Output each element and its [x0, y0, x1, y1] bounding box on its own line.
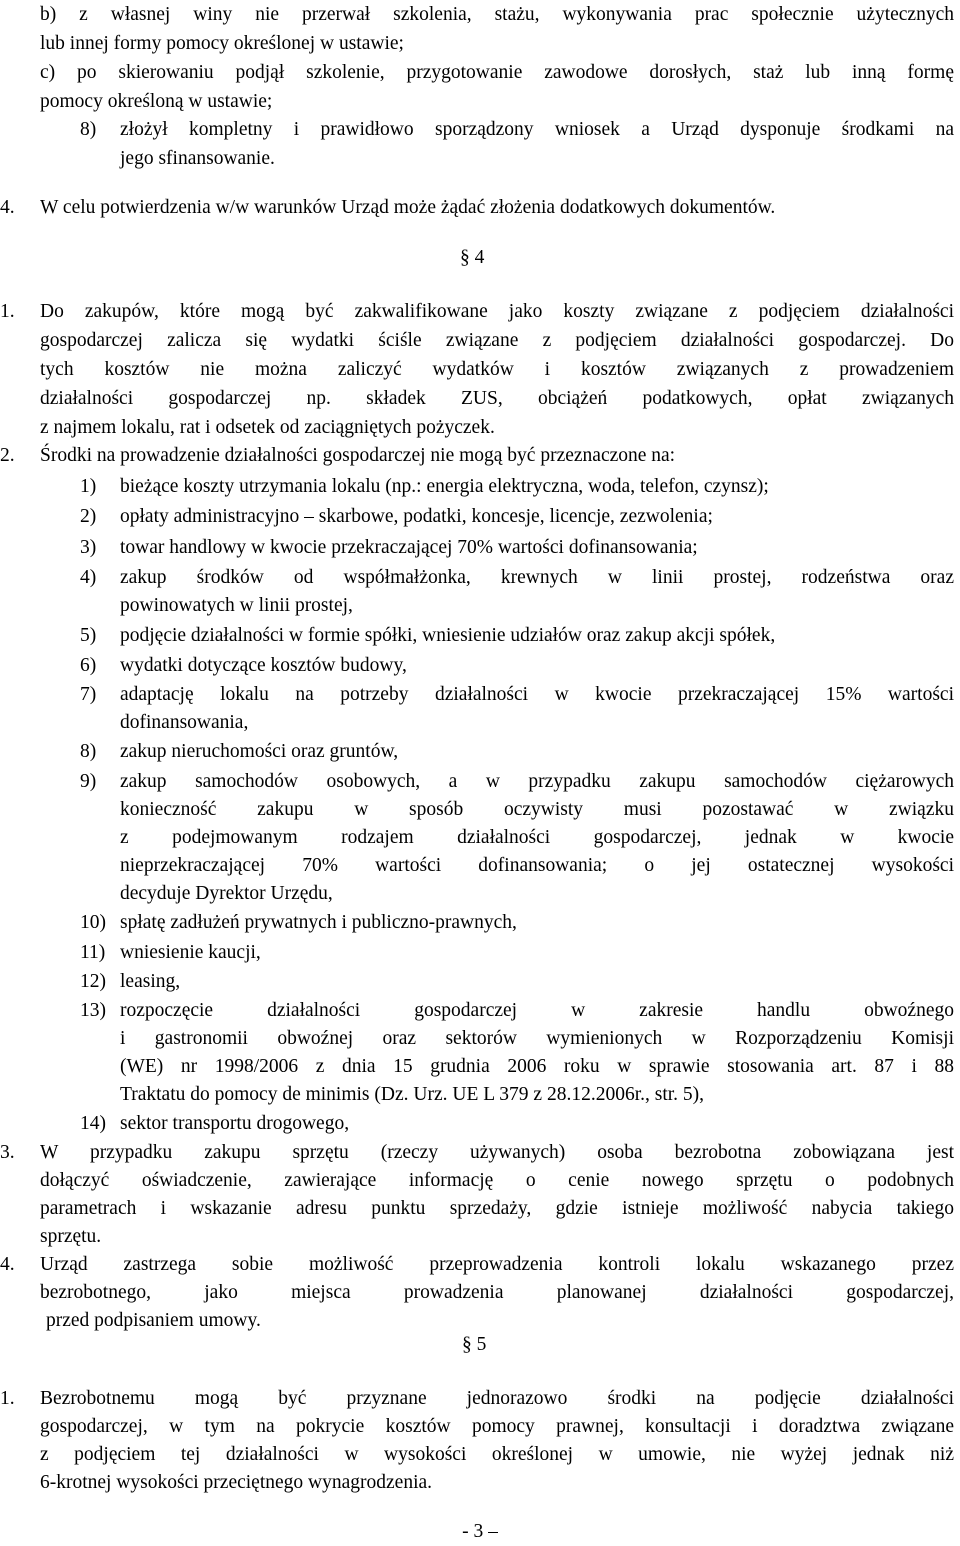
- item-b-line1: b) z własnej winy nie przerwał szkolenia, stażu, wykonywania prac społecznie użytecznych: [40, 4, 954, 25]
- s4-p3-line: dołączyć oświadczenie, zawierające informację o cenie nowego sprzętu o podobnych: [40, 1170, 954, 1191]
- s4-p4-line: bezrobotnego, jako miejsca prowadzenia planowanej działalności gospodarczej,: [40, 1282, 954, 1303]
- list-item-line: sektor transportu drogowego,: [120, 1113, 350, 1134]
- s4-p1-line: Do zakupów, które mogą być zakwalifikowane jako koszty związane z podjęciem działalności: [40, 301, 954, 322]
- section5-heading: § 5: [462, 1334, 487, 1355]
- list-item-number: 4): [80, 567, 97, 588]
- list-item-line: rozpoczęcie działalności gospodarczej w zakresie handlu obwoźnego: [120, 1000, 954, 1021]
- point4-text: W celu potwierdzenia w/w warunków Urząd może żądać złożenia dodatkowych dokumentów.: [40, 197, 776, 218]
- list-item-number: 14): [80, 1113, 106, 1134]
- list-item-line: opłaty administracyjno – skarbowe, podatki, koncesje, licencje, zezwolenia;: [120, 506, 713, 527]
- list-item-line: bieżące koszty utrzymania lokalu (np.: energia elektryczna, woda, telefon, czynsz);: [120, 476, 769, 497]
- list-item-line: z podejmowanym rodzajem działalności gospodarczej, jednak w kwocie: [120, 827, 954, 848]
- list-item-line: wniesienie kaucji,: [120, 942, 261, 963]
- list-item-line: i gastronomii obwoźnej oraz sektorów wymienionych w Rozporządzeniu Komisji: [120, 1028, 954, 1049]
- s4-p3-line: parametrach i wskazanie adresu punktu sprzedaży, gdzie istnieje możliwość nabycia takiego: [40, 1198, 954, 1219]
- list-item-number: 9): [80, 771, 97, 792]
- s4-p3-line: W przypadku zakupu sprzętu (rzeczy używanych) osoba bezrobotna zobowiązana jest: [40, 1142, 954, 1163]
- item-c-line2: pomocy określoną w ustawie;: [40, 91, 273, 112]
- list-item-line: decyduje Dyrektor Urzędu,: [120, 883, 333, 904]
- list-item-number: 3): [80, 537, 97, 558]
- list-item-number: 10): [80, 912, 106, 933]
- s5-p1-line: gospodarczej, w tym na pokrycie kosztów pomocy prawnej, konsultacji i doradztwa związane: [40, 1416, 954, 1437]
- s4-p1-line: z najmem lokalu, rat i odsetek od zaciągniętych pożyczek.: [40, 417, 495, 438]
- list-item-number: 2): [80, 506, 97, 527]
- list-item-number: 5): [80, 625, 97, 646]
- s4-p3-line: sprzętu.: [40, 1226, 102, 1247]
- s5-p1-line: 6-krotnej wysokości przeciętnego wynagrodzenia.: [40, 1472, 433, 1493]
- list-item-line: towar handlowy w kwocie przekraczającej 70% wartości dofinansowania;: [120, 537, 698, 558]
- s4-p2-text: Środki na prowadzenie działalności gospodarczej nie mogą być przeznaczone na:: [40, 445, 676, 466]
- list-item-number: 6): [80, 655, 97, 676]
- item-c-line1: c) po skierowaniu podjął szkolenie, przygotowanie zawodowe dorosłych, staż lub inną formę: [40, 62, 954, 83]
- page-number: - 3 –: [462, 1521, 498, 1542]
- s4-p2-number: 2.: [0, 445, 15, 466]
- item8-number: 8): [80, 119, 97, 140]
- list-item-line: konieczność zakupu w sposób oczywisty musi pozostawać w związku: [120, 799, 954, 820]
- list-item-number: 8): [80, 741, 97, 762]
- item8-line1: złożył kompletny i prawidłowo sporządzony wniosek a Urząd dysponuje środkami na: [120, 119, 954, 140]
- list-item-number: 13): [80, 1000, 106, 1021]
- list-item-line: adaptację lokalu na potrzeby działalności w kwocie przekraczającej 15% wartości: [120, 684, 954, 705]
- point4-number: 4.: [0, 197, 15, 218]
- s4-p1-line: działalności gospodarczej np. składek ZUS, obciążeń podatkowych, opłat związanych: [40, 388, 954, 409]
- item-b-line2: lub innej formy pomocy określonej w ustawie;: [40, 33, 404, 54]
- list-item-number: 12): [80, 971, 106, 992]
- list-item-number: 1): [80, 476, 97, 497]
- list-item-line: zakup środków od współmałżonka, krewnych w linii prostej, rodzeństwa oraz: [120, 567, 954, 588]
- s4-p1-line: tych kosztów nie można zaliczyć wydatków i kosztów związanych z prowadzeniem: [40, 359, 954, 380]
- s5-p1-line: z podjęciem tej działalności w wysokości określonej w umowie, nie wyżej jednak niż: [40, 1444, 954, 1465]
- s4-p1-line: gospodarczej zalicza się wydatki ściśle związane z podjęciem działalności gospodarczej. Do: [40, 330, 954, 351]
- list-item-line: powinowatych w linii prostej,: [120, 595, 353, 616]
- s4-p1-number: 1.: [0, 301, 15, 322]
- section4-heading: § 4: [460, 247, 485, 268]
- list-item-line: dofinansowania,: [120, 712, 249, 733]
- list-item-line: nieprzekraczającej 70% wartości dofinansowania; o jej ostatecznej wysokości: [120, 855, 954, 876]
- list-item-line: zakup samochodów osobowych, a w przypadku zakupu samochodów ciężarowych: [120, 771, 954, 792]
- list-item-line: zakup nieruchomości oraz gruntów,: [120, 741, 399, 762]
- list-item-line: spłatę zadłużeń prywatnych i publiczno-prawnych,: [120, 912, 517, 933]
- list-item-line: podjęcie działalności w formie spółki, wniesienie udziałów oraz zakup akcji spółek,: [120, 625, 776, 646]
- list-item-line: wydatki dotyczące kosztów budowy,: [120, 655, 407, 676]
- list-item-number: 7): [80, 684, 97, 705]
- s5-p1-number: 1.: [0, 1388, 15, 1409]
- list-item-number: 11): [80, 942, 106, 963]
- s4-p4-number: 4.: [0, 1254, 15, 1275]
- list-item-line: Traktatu do pomocy de minimis (Dz. Urz. UE L 379 z 28.12.2006r., str. 5),: [120, 1084, 705, 1105]
- s4-p3-number: 3.: [0, 1142, 15, 1163]
- list-item-line: (WE) nr 1998/2006 z dnia 15 grudnia 2006 roku w sprawie stosowania art. 87 i 88: [120, 1056, 954, 1077]
- list-item-line: leasing,: [120, 971, 181, 992]
- s5-p1-line: Bezrobotnemu mogą być przyznane jednorazowo środki na podjęcie działalności: [40, 1388, 954, 1409]
- s4-p4-line: przed podpisaniem umowy.: [46, 1310, 261, 1331]
- s4-p4-line: Urząd zastrzega sobie możliwość przeprowadzenia kontroli lokalu wskazanego przez: [40, 1254, 954, 1275]
- item8-line2: jego sfinansowanie.: [120, 148, 275, 169]
